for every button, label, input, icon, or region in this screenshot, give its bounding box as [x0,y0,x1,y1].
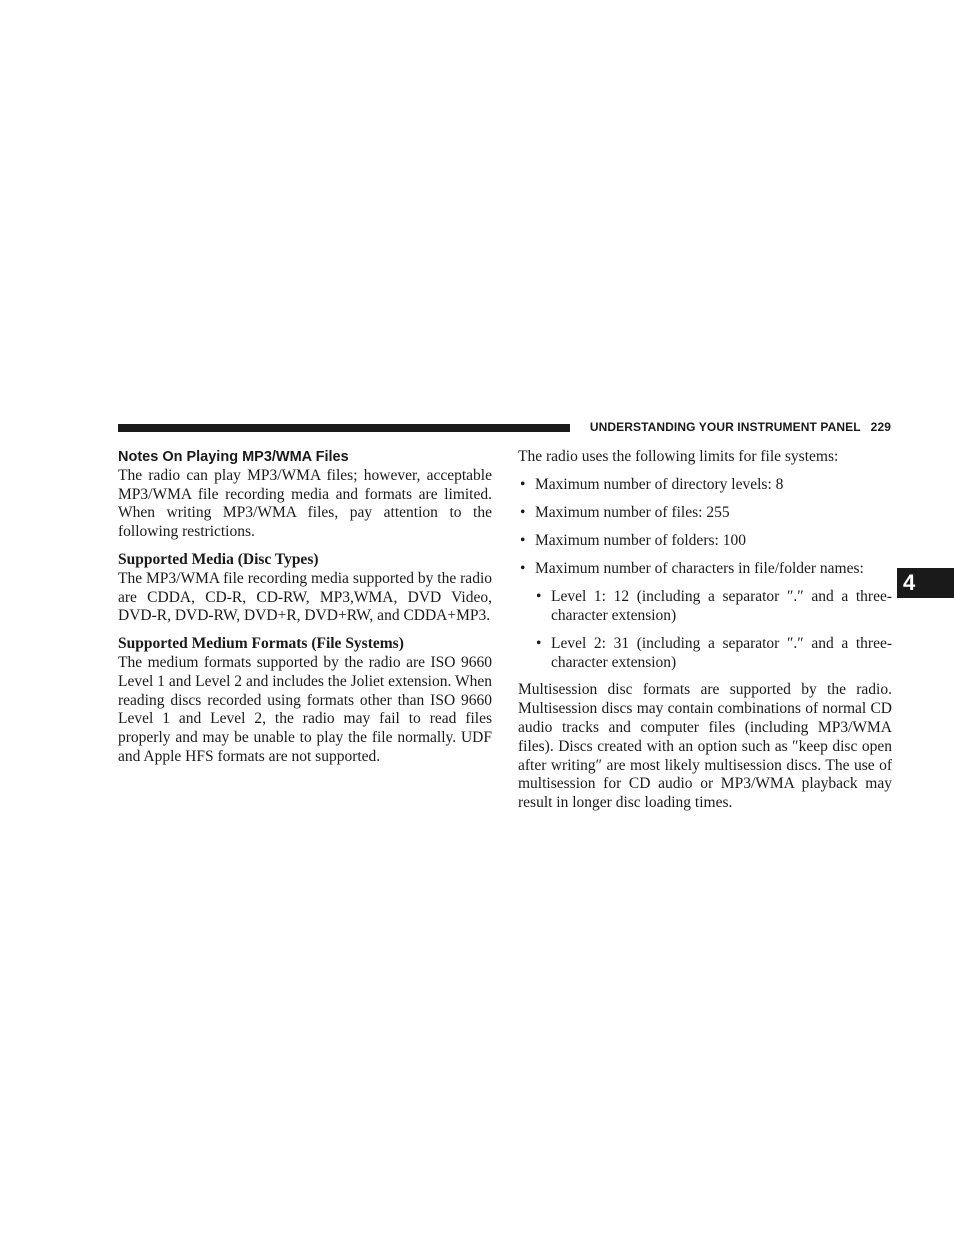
multisession-paragraph: Multisession disc formats are supported by the radio. Multisession discs may contain combinations of normal CD audio tracks and computer files (including MP3/WMA files). Discs created with an option such as ″keep disc open after writing″ are most likely multisession discs. The use of multisession for CD audio or MP3/WMA playback may result in longer disc loading times. [518,681,892,812]
intro-paragraph: The radio can play MP3/WMA files; however, acceptable MP3/WMA file recording media and formats are limited. When writing MP3/WMA files, pay attention to the following restrictions. [118,466,492,541]
list-item: • Maximum number of files: 255 [518,504,892,523]
section-title: Notes On Playing MP3/WMA Files [118,449,349,465]
right-column [518,448,892,813]
char-limits-list [518,588,892,672]
left-column [118,448,492,767]
media-paragraph: The MP3/WMA file recording media supported by the radio are CDDA, CD-R, CD-RW, MP3,WMA, DVD Video, DVD-R, DVD-RW, DVD+R, DVD+RW, and CDDA+MP3. [118,569,492,625]
list-item: • Level 2: 31 (including a separator ″.″ and a three-character extension) [518,635,892,673]
running-title: UNDERSTANDING YOUR INSTRUMENT PANEL [589,420,861,434]
header-rule [118,424,570,432]
formats-heading: Supported Medium Formats (File Systems) [118,635,404,653]
media-heading: Supported Media (Disc Types) [118,550,319,568]
formats-paragraph: The medium formats supported by the radio are ISO 9660 Level 1 and Level 2 and includes the Joliet extension. When reading discs recorded using formats other than ISO 9660 Level 1 and Level 2, the radio may fail to read files properly and may be unable to play the file normally. UDF and Apple HFS formats are not supported. [118,653,492,765]
list-item: • Level 1: 12 (including a separator ″.″ and a three-character extension) [518,588,892,626]
page-number: 229 [870,420,891,434]
limits-list [518,476,892,579]
chapter-tab: 4 [897,568,954,598]
list-item: • Maximum number of characters in file/folder names: [518,560,892,579]
list-item: • Maximum number of folders: 100 [518,532,892,551]
limits-intro: The radio uses the following limits for file systems: [518,448,839,465]
list-item: • Maximum number of directory levels: 8 [518,476,892,495]
running-header [590,419,891,435]
